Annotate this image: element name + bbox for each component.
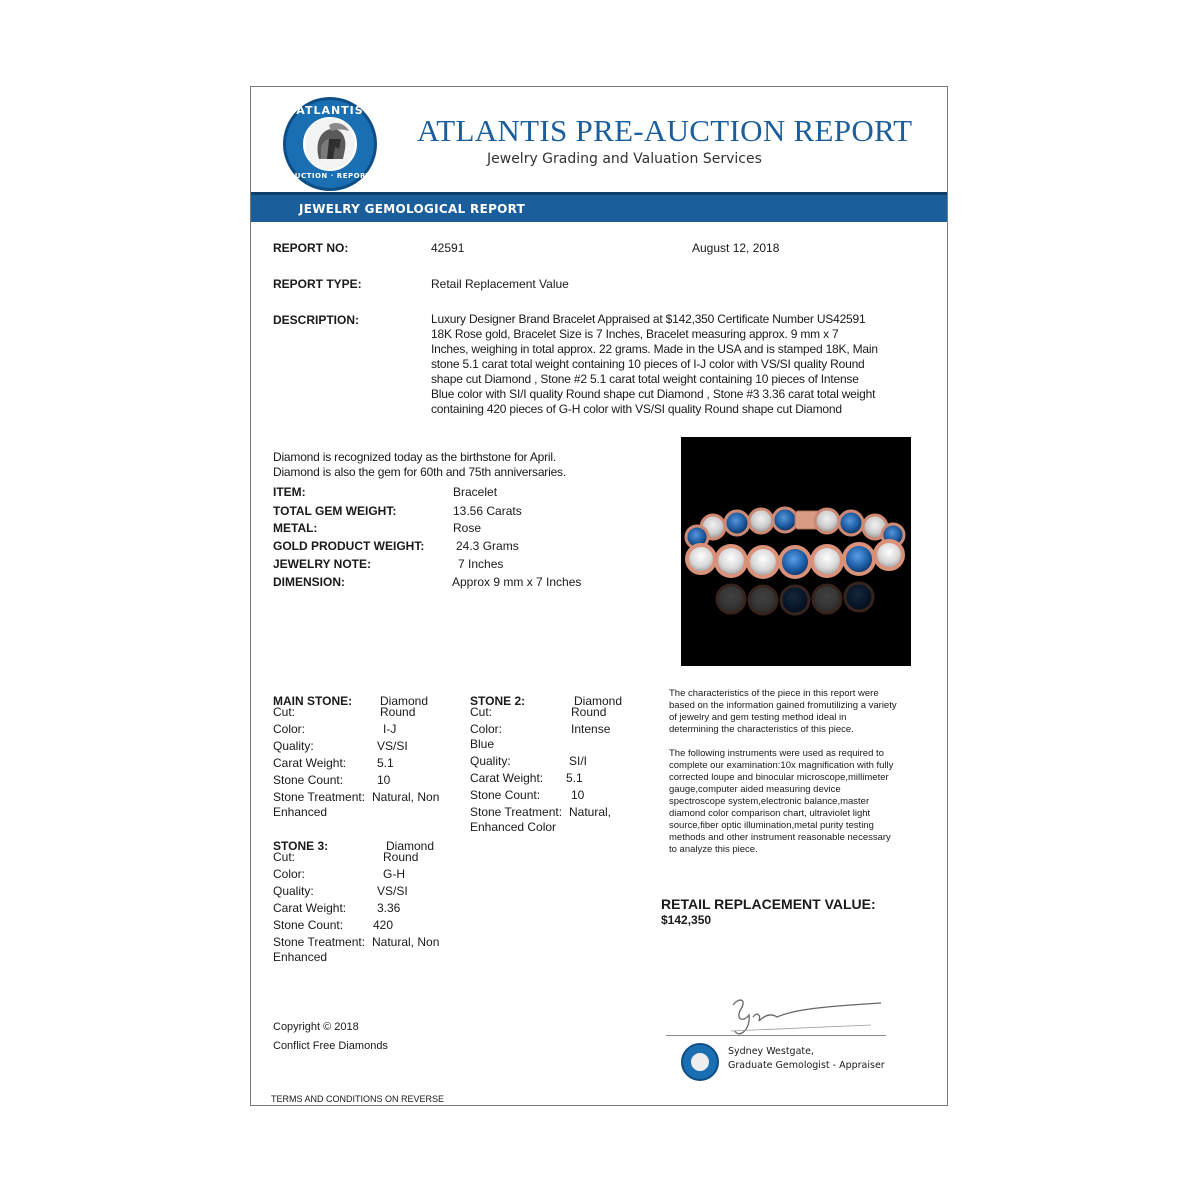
stone3-quality-label: Quality: xyxy=(273,884,314,898)
atlantis-logo xyxy=(283,97,377,191)
stone2-quality: SI/I xyxy=(569,754,588,768)
spec-value: 13.56 Carats xyxy=(453,504,522,518)
stone3-cut-label: Cut: xyxy=(273,850,296,864)
spec-value: Rose xyxy=(453,521,482,535)
retail-value-label: RETAIL REPLACEMENT VALUE: xyxy=(661,896,876,912)
main-stone-quality-label: Quality: xyxy=(273,739,314,753)
stone2-kind: Diamond xyxy=(574,694,623,708)
stone2-count: 10 xyxy=(571,788,585,802)
stone2-treatment-label: Stone Treatment: xyxy=(470,805,563,819)
report-title: ATLANTIS PRE-AUCTION REPORT xyxy=(417,113,913,148)
main-stone-cut-label: Cut: xyxy=(273,705,296,719)
spec-value: 24.3 Grams xyxy=(456,539,519,553)
description-line: containing 420 pieces of G-H color with VS/SI quality Round shape cut Diamond xyxy=(431,402,842,416)
main-stone-treatment-label: Stone Treatment: xyxy=(273,790,366,804)
instruments-note xyxy=(669,748,929,856)
spec-value: 7 Inches xyxy=(458,557,504,571)
stone2-count-label: Stone Count: xyxy=(470,788,541,802)
appraiser-role: Graduate Gemologist - Appraiser xyxy=(728,1060,885,1071)
description-line: shape cut Diamond , Stone #2 5.1 carat total weight containing 10 pieces of Intense xyxy=(431,372,859,386)
band-title: JEWELRY GEMOLOGICAL REPORT xyxy=(299,202,526,216)
bracelet-photo xyxy=(681,437,911,666)
report-subtitle: Jewelry Grading and Valuation Services xyxy=(487,151,762,167)
stone2-treatment-cont: Enhanced Color xyxy=(470,820,557,834)
note-line: diamond color comparison chart, ultraviolet light xyxy=(669,808,871,819)
spec-label: TOTAL GEM WEIGHT: xyxy=(273,504,397,518)
stone2-color-cont: Blue xyxy=(470,737,495,751)
terms-note: TERMS AND CONDITIONS ON REVERSE xyxy=(271,1094,445,1104)
logo-text-bottom: AUCTION · REPORT xyxy=(289,172,371,180)
main-stone-count: 10 xyxy=(377,773,391,787)
note-line: based on the information gained fromutilizing a variety xyxy=(669,700,897,711)
stone3-color-label: Color: xyxy=(273,867,306,881)
spec-label: METAL: xyxy=(273,521,318,535)
report-date: August 12, 2018 xyxy=(692,241,780,255)
copyright: Copyright © 2018 xyxy=(273,1021,359,1033)
main-stone-title: MAIN STONE: xyxy=(273,694,353,708)
birthstone-line: Diamond is recognized today as the birthstone for April. xyxy=(273,450,556,464)
spec-label: ITEM: xyxy=(273,485,306,499)
description-line: Blue color with SI/I quality Round shape cut Diamond , Stone #3 3.36 carat total weight xyxy=(431,387,876,401)
stone2-cut: Round xyxy=(571,705,607,719)
appraiser-info xyxy=(728,1045,885,1073)
birthstone-note xyxy=(273,450,566,480)
description-text xyxy=(431,312,931,417)
stone2-cut-label: Cut: xyxy=(470,705,493,719)
stone2-quality-label: Quality: xyxy=(470,754,511,768)
description-line: stone 5.1 carat total weight containing 10 pieces of I-J color with VS/SI quality Round xyxy=(431,357,865,371)
stone3-carat-label: Carat Weight: xyxy=(273,901,347,915)
note-line: to analyze this piece. xyxy=(669,844,758,855)
conflict-free: Conflict Free Diamonds xyxy=(273,1040,388,1052)
main-stone-quality: VS/SI xyxy=(377,739,408,753)
main-stone-kind: Diamond xyxy=(380,694,429,708)
report-sheet xyxy=(250,86,948,1106)
main-stone-treatment-cont: Enhanced xyxy=(273,805,328,819)
characteristics-note xyxy=(669,688,929,736)
report-type-value: Retail Replacement Value xyxy=(431,277,569,291)
main-stone-cut: Round xyxy=(380,705,416,719)
stone3-treatment-label: Stone Treatment: xyxy=(273,935,366,949)
spec-value: Approx 9 mm x 7 Inches xyxy=(452,575,582,589)
stone3-quality: VS/SI xyxy=(377,884,408,898)
stone2-carat: 5.1 xyxy=(566,771,583,785)
stone2-color-label: Color: xyxy=(470,722,503,736)
spec-label: GOLD PRODUCT WEIGHT: xyxy=(273,539,425,553)
note-line: spectroscope system,electronic balance,master xyxy=(669,796,870,807)
note-line: corrected loupe and binocular microscope,millimeter xyxy=(669,772,889,783)
stone3-count: 420 xyxy=(373,918,394,932)
note-line: The following instruments were used as required to xyxy=(669,748,884,759)
stone3-cut: Round xyxy=(383,850,419,864)
main-stone-carat-label: Carat Weight: xyxy=(273,756,347,770)
section-band xyxy=(251,192,947,222)
spec-value: Bracelet xyxy=(453,485,498,499)
spec-label: DIMENSION: xyxy=(273,575,345,589)
description-line: Inches, weighing in total approx. 22 grams. Made in the USA and is stamped 18K, Main xyxy=(431,342,878,356)
stone2-carat-label: Carat Weight: xyxy=(470,771,544,785)
description-line: Luxury Designer Brand Bracelet Appraised at $142,350 Certificate Number US42591 xyxy=(431,312,866,326)
main-stone-color-label: Color: xyxy=(273,722,306,736)
spartan-helmet-icon xyxy=(303,117,357,171)
main-stone-count-label: Stone Count: xyxy=(273,773,344,787)
note-line: of jewelry and gem testing method ideal in xyxy=(669,712,847,723)
note-line: source,fiber optic illumination,metal purity testing xyxy=(669,820,874,831)
report-type-label: REPORT TYPE: xyxy=(273,277,362,291)
stone3-color: G-H xyxy=(383,867,405,881)
stone3-kind: Diamond xyxy=(386,839,435,853)
atlantis-seal-icon xyxy=(681,1043,719,1081)
appraiser-name: Sydney Westgate, xyxy=(728,1046,814,1057)
retail-value: $142,350 xyxy=(661,913,712,927)
description-label: DESCRIPTION: xyxy=(273,313,360,327)
birthstone-line: Diamond is also the gem for 60th and 75th anniversaries. xyxy=(273,465,566,479)
logo-text-top: ATLANTIS xyxy=(296,104,364,117)
spec-label: JEWELRY NOTE: xyxy=(273,557,372,571)
main-stone-carat: 5.1 xyxy=(377,756,394,770)
stone3-treatment: Natural, Non xyxy=(372,935,440,949)
stone3-treatment-cont: Enhanced xyxy=(273,950,328,964)
stone3-count-label: Stone Count: xyxy=(273,918,344,932)
signature-line xyxy=(666,1035,886,1036)
note-line: gauge,computer aided measuring device xyxy=(669,784,841,795)
stone2-title: STONE 2: xyxy=(470,694,526,708)
main-stone-treatment: Natural, Non xyxy=(372,790,440,804)
main-stone-color: I-J xyxy=(383,722,397,736)
note-line: determining the characteristics of this piece. xyxy=(669,724,854,735)
note-line: methods and other instrument reasonable necessary xyxy=(669,832,891,843)
note-line: The characteristics of the piece in this report were xyxy=(669,688,879,699)
stone3-carat: 3.36 xyxy=(377,901,401,915)
note-line: complete our examination:10x magnification with fully xyxy=(669,760,894,771)
report-no-value: 42591 xyxy=(431,241,465,255)
report-no-label: REPORT NO: xyxy=(273,241,349,255)
description-line: 18K Rose gold, Bracelet Size is 7 Inches, Bracelet measuring approx. 9 mm x 7 xyxy=(431,327,839,341)
stone2-treatment: Natural, xyxy=(569,805,612,819)
stone2-color: Intense xyxy=(571,722,611,736)
stone3-title: STONE 3: xyxy=(273,839,329,853)
